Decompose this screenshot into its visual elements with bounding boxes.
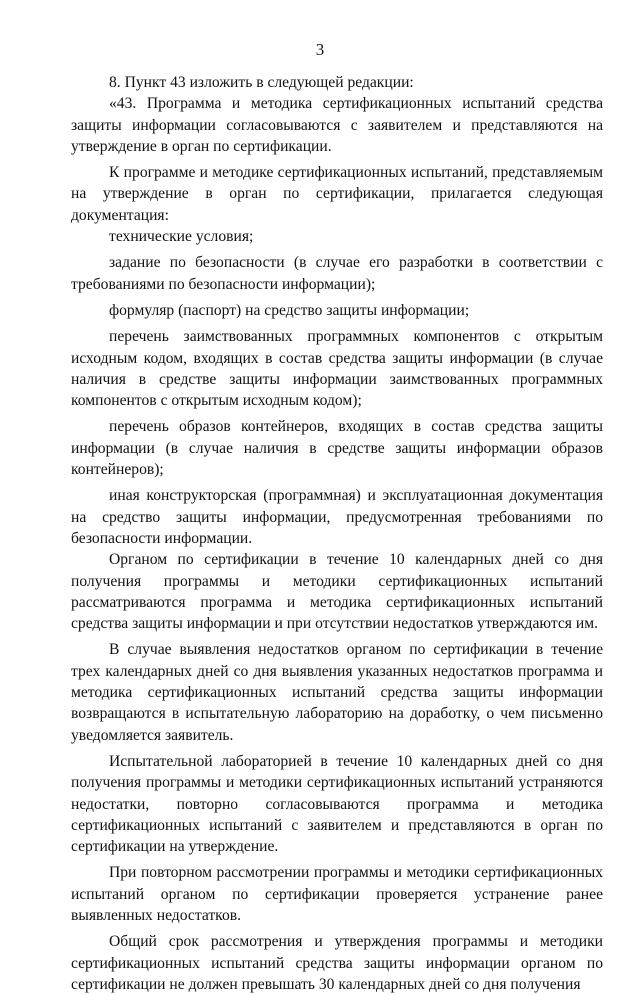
page-number: 3 [315,40,325,59]
paragraph-documentation-list-intro: К программе и методике сертификационных испытаний, представляемым на утверждение в орган по сертификации, прилагается следующая документация: [71,164,603,224]
paragraph-item-43-intro: «43. Программа и методика сертификационных испытаний средства защиты информации согласовываются с заявителем и представляются на утверждение в орган по сертификации. [71,95,603,155]
paragraph-item-8-heading: 8. Пункт 43 изложить в следующей редакции: [109,74,414,91]
list-item-container-images: перечень образов контейнеров, входящих в состав средства защиты информации (в случае наличия в средстве защиты информации образов контейнеров); [71,418,603,479]
list-item-security-task: задание по безопасности (в случае его разработки в соответствии с требованиями по безопасности информации); [71,254,603,293]
list-item-open-source-components: перечень заимствованных программных компонентов с открытым исходным кодом, входящих в состав средства защиты информации (в случае наличия в средстве защиты информации заимствованных программных компонентов с открытым исходным кодом); [71,328,603,410]
list-item-form-passport: формуляр (паспорт) на средство защиты информации; [109,301,470,319]
document-body [71,72,603,995]
paragraph-review-period: Органом по сертификации в течение 10 календарных дней со дня получения программы и методики сертификационных испытаний рассматриваются программа и методика сертификационных испытаний средства защиты информации и при отсутствии недостатков утверждаются им. [71,551,603,633]
paragraph-total-period: Общий срок рассмотрения и утверждения программы и методики сертификационных испытаний средства защиты информации органом по сертификации не должен превышать 30 календарных дней со дня получения [71,933,603,993]
paragraph-deficiencies-found: В случае выявления недостатков органом по сертификации в течение трех календарных дней со дня выявления указанных недостатков программа и методика сертификационных испытаний средства защиты информации возвращаются в испытательную лабораторию на доработку, о чем письменно уведомляется заявитель. [71,641,603,744]
list-item-other-documentation: иная конструкторская (программная) и эксплуатационная документация на средство защиты информации, предусмотренная требованиями по безопасности информации. [71,487,603,547]
paragraph-laboratory-correction: Испытательной лабораторией в течение 10 календарных дней со дня получения программы и методики сертификационных испытаний устраняются недостатки, повторно согласовываются программа и методика сертификационных испытаний с заявителем и представляются в орган по сертификации на утверждение. [71,752,603,856]
list-item-technical-conditions: технические условия; [109,228,254,246]
paragraph-repeat-review: При повторном рассмотрении программы и методики сертификационных испытаний органом по сертификации проверяется устранение ранее выявленных недостатков. [71,864,603,924]
